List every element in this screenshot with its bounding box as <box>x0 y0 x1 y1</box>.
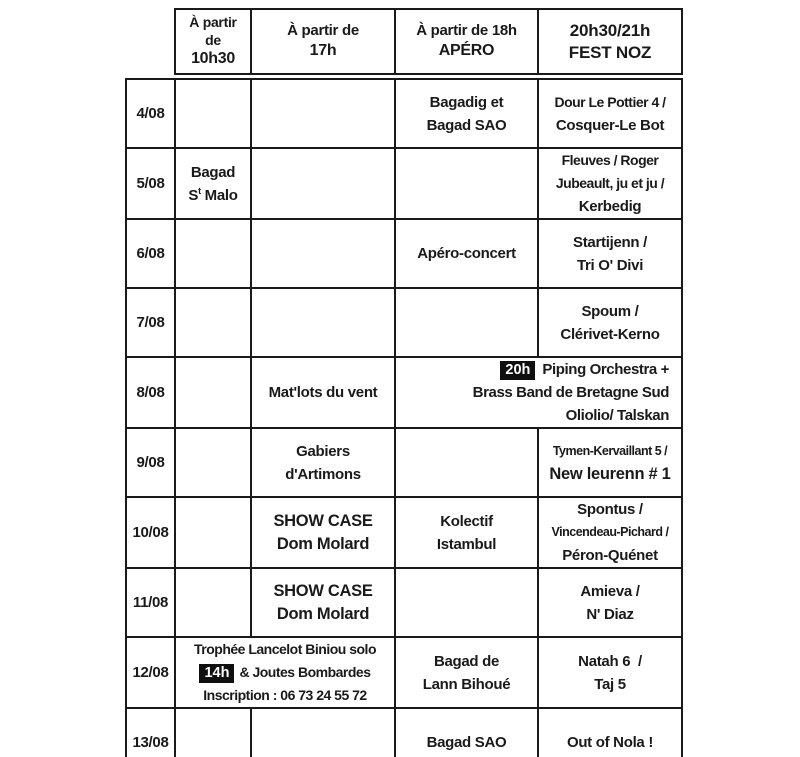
cell-afternoon <box>251 497 395 568</box>
table-row <box>126 357 682 428</box>
header-cell-apero <box>395 9 538 74</box>
cell-afternoon <box>251 357 395 428</box>
cell-apero <box>395 637 538 708</box>
text-line: Trophée Lancelot Biniou solo <box>193 641 376 657</box>
cell-apero <box>395 79 538 148</box>
cell-festnoz <box>538 497 682 568</box>
text-line: Amieva / <box>580 582 640 600</box>
header-line: À partir de 18h <box>416 22 517 40</box>
text-line <box>179 661 391 684</box>
cell-morning-empty <box>175 428 251 497</box>
text-line: Taj 5 <box>594 675 626 693</box>
text-line: Apéro-concert <box>417 245 516 262</box>
cell-morning-empty <box>175 497 251 568</box>
cell-morning-empty <box>175 357 251 428</box>
text-line: Natah 6 / <box>578 652 642 670</box>
cell-apero <box>395 219 538 288</box>
table-row <box>126 79 682 148</box>
text-line: New leurenn # 1 <box>549 464 671 483</box>
cell-morning <box>175 148 251 219</box>
cell-festnoz <box>538 79 682 148</box>
cell-afternoon-empty <box>251 708 395 757</box>
text-line: Jubeault, ju et ju / <box>555 175 665 191</box>
cell-morning-empty <box>175 288 251 357</box>
text-line: Vincendeau-Pichard / <box>551 525 669 539</box>
date-cell: 4/08 <box>126 79 175 148</box>
table-row <box>126 497 682 568</box>
text-line <box>179 184 247 207</box>
cell-morning-empty <box>175 79 251 148</box>
cell-morning-empty <box>175 568 251 637</box>
time-badge-20h: 20h <box>500 361 535 380</box>
text-line: Startijenn / <box>573 233 647 251</box>
text-part: S <box>188 186 199 204</box>
table-row <box>126 568 682 637</box>
cell-festnoz <box>538 219 682 288</box>
text-line: Clérivet-Kerno <box>560 325 660 343</box>
cell-apero-empty <box>395 428 538 497</box>
header-cell-10h30 <box>175 9 251 74</box>
header-cell-festnoz <box>538 9 682 74</box>
cell-afternoon <box>251 428 395 497</box>
text-line: Istambul <box>436 535 497 553</box>
header-line: À partir de <box>287 22 359 40</box>
text-line: Oliolio/ Talskan <box>565 407 669 424</box>
table-row <box>126 637 682 708</box>
text-part: Piping Orchestra + <box>542 361 669 378</box>
cell-festnoz <box>538 148 682 219</box>
text-line: Out of Nola ! <box>566 734 654 751</box>
date-cell: 10/08 <box>126 497 175 568</box>
text-line: Tri O' Divi <box>576 256 644 274</box>
date-cell: 6/08 <box>126 219 175 288</box>
text-line: SHOW CASE <box>273 511 373 530</box>
table-row <box>126 708 682 757</box>
cell-festnoz <box>538 288 682 357</box>
text-line: Bagadig et <box>429 93 504 111</box>
cell-afternoon-empty <box>251 288 395 357</box>
cell-morning-empty <box>175 708 251 757</box>
text-line: Fleuves / Roger <box>561 152 659 168</box>
cell-apero <box>395 497 538 568</box>
text-line: N' Diaz <box>586 605 634 623</box>
header-line: 17h <box>309 41 337 59</box>
cell-afternoon-empty <box>251 219 395 288</box>
text-line: Brass Band de Bretagne Sud <box>472 384 669 401</box>
cell-morning-empty <box>175 219 251 288</box>
time-badge-14h: 14h <box>199 664 234 683</box>
header-line: 10h30 <box>191 50 235 67</box>
header-line: 20h30/21h <box>569 21 651 41</box>
text-line: Péron-Quénet <box>562 547 658 564</box>
cell-afternoon <box>251 568 395 637</box>
cell-festnoz <box>538 708 682 757</box>
table-row <box>126 288 682 357</box>
header-row <box>175 9 682 74</box>
table-row <box>126 219 682 288</box>
table-row <box>126 148 682 219</box>
cell-festnoz <box>538 428 682 497</box>
date-cell: 12/08 <box>126 637 175 708</box>
header-line: APÉRO <box>438 41 495 59</box>
text-line: Bagad SAO <box>426 734 507 751</box>
cell-apero-empty <box>395 148 538 219</box>
cell-apero-empty <box>395 288 538 357</box>
cell-evening-merged <box>395 357 682 428</box>
text-line: Dom Molard <box>276 604 370 623</box>
text-line: d'Artimons <box>285 465 361 483</box>
text-line: Mat'lots du vent <box>268 384 378 401</box>
header-line: FEST NOZ <box>568 42 652 62</box>
text-line: Inscription : 06 73 24 55 72 <box>203 687 367 703</box>
date-cell: 9/08 <box>126 428 175 497</box>
cell-morning-merged <box>175 637 395 708</box>
text-line: Cosquer-Le Bot <box>555 116 665 134</box>
date-cell: 13/08 <box>126 708 175 757</box>
date-cell: 7/08 <box>126 288 175 357</box>
text-line: Lann Bihoué <box>422 675 511 693</box>
cell-afternoon-empty <box>251 148 395 219</box>
date-cell: 11/08 <box>126 568 175 637</box>
date-cell: 8/08 <box>126 357 175 428</box>
text-line: Tymen-Kervaillant 5 / <box>552 443 668 458</box>
text-part: & Joutes Bombardes <box>239 664 371 680</box>
schedule-body-table <box>125 78 683 757</box>
cell-festnoz <box>538 568 682 637</box>
cell-apero <box>395 708 538 757</box>
text-line: Spoum / <box>581 302 639 320</box>
text-line: Dour Le Pottier 4 / <box>554 93 666 110</box>
cell-festnoz <box>538 637 682 708</box>
text-line: Kolectif <box>440 512 493 530</box>
date-cell: 5/08 <box>126 148 175 219</box>
header-cell-17h <box>251 9 395 74</box>
text-line: Dom Molard <box>276 534 370 553</box>
text-line: Bagad de <box>433 652 500 670</box>
text-line <box>399 358 669 381</box>
cell-afternoon-empty <box>251 79 395 148</box>
text-line: Bagad SAO <box>426 116 507 134</box>
header-line: de <box>205 31 221 48</box>
text-line: Spontus / <box>577 501 643 518</box>
text-line: SHOW CASE <box>273 581 373 600</box>
cell-apero-empty <box>395 568 538 637</box>
superscript-t: t <box>198 185 201 196</box>
text-line: Bagad <box>190 163 236 181</box>
text-part: Malo <box>200 186 238 204</box>
text-line: Gabiers <box>296 442 350 460</box>
table-row <box>126 428 682 497</box>
header-line: À partir <box>189 14 237 30</box>
schedule-header-table <box>174 8 683 75</box>
text-line: Kerbedig <box>578 198 642 215</box>
